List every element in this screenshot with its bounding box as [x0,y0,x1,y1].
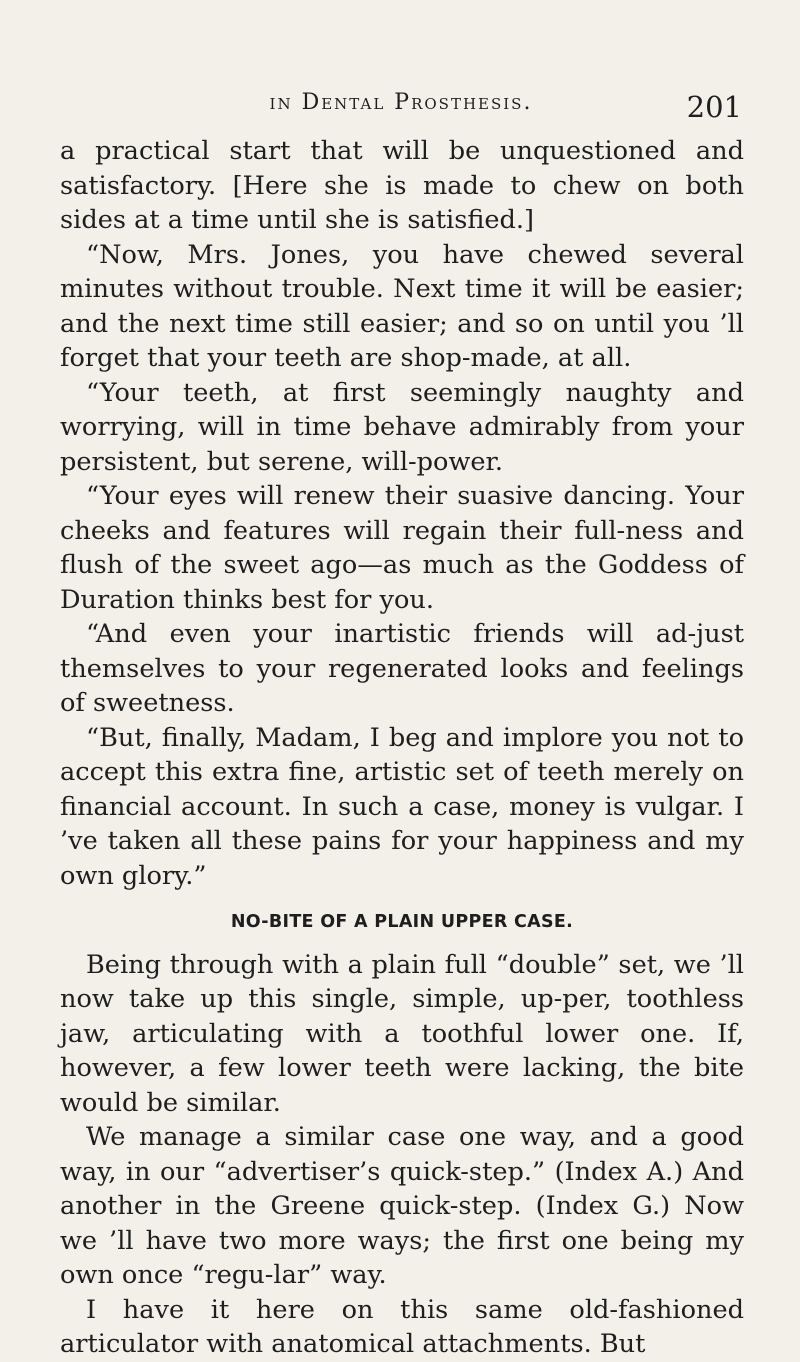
paragraph: “And even your inartistic friends will ad-just themselves to your regenerated looks and feelings of sweetness. [60,619,744,718]
paragraph: We manage a similar case one way, and a good way, in our “advertiser’s quick-step.” (Index A.) And another in the Greene quick-step. (Index G.) Now we ’ll have two more ways; the first one being my own once “regu-lar” way. [60,1122,744,1290]
paragraph: a practical start that will be unquestioned and satisfactory. [Here she is made to chew on both sides at a time until she is satisfied.] [60,136,744,235]
running-title: in Dental Prosthesis. [269,90,533,115]
paragraph: “Now, Mrs. Jones, you have chewed several minutes without trouble. Next time it will be easier; and the next time still easier; and so on until you ’ll forget that your teeth are shop-made, at all. [60,239,744,373]
section-heading: NO-BITE OF A PLAIN UPPER CASE. [230,912,574,932]
running-header [60,90,742,124]
paragraph: Being through with a plain full “double” set, we ’ll now take up this single, simple, up-per, toothless jaw, articulating with a toothful lower one. If, however, a few lower teeth were lacking, the bite would be similar. [60,949,744,1118]
paragraph: “Your eyes will renew their suasive dancing. Your cheeks and features will regain their full-ness and flush of the sweet ago—as much as the Goddess of Duration thinks best for you. [60,481,744,615]
page-number: 201 [686,90,742,124]
paragraph: I have it here on this same old-fashioned articulator with anatomical attachments. But [60,1294,744,1359]
paragraph: “Your teeth, at first seemingly naughty and worrying, will in time behave admirably from your persistent, but serene, will-power. [60,377,744,477]
paragraph: “But, finally, Madam, I beg and implore you not to accept this extra fine, artistic set of teeth merely on financial account. In such a case, money is vulgar. I ’ve taken all these pains for your happiness and my own glory.” [60,722,744,891]
body-text [60,134,744,1362]
